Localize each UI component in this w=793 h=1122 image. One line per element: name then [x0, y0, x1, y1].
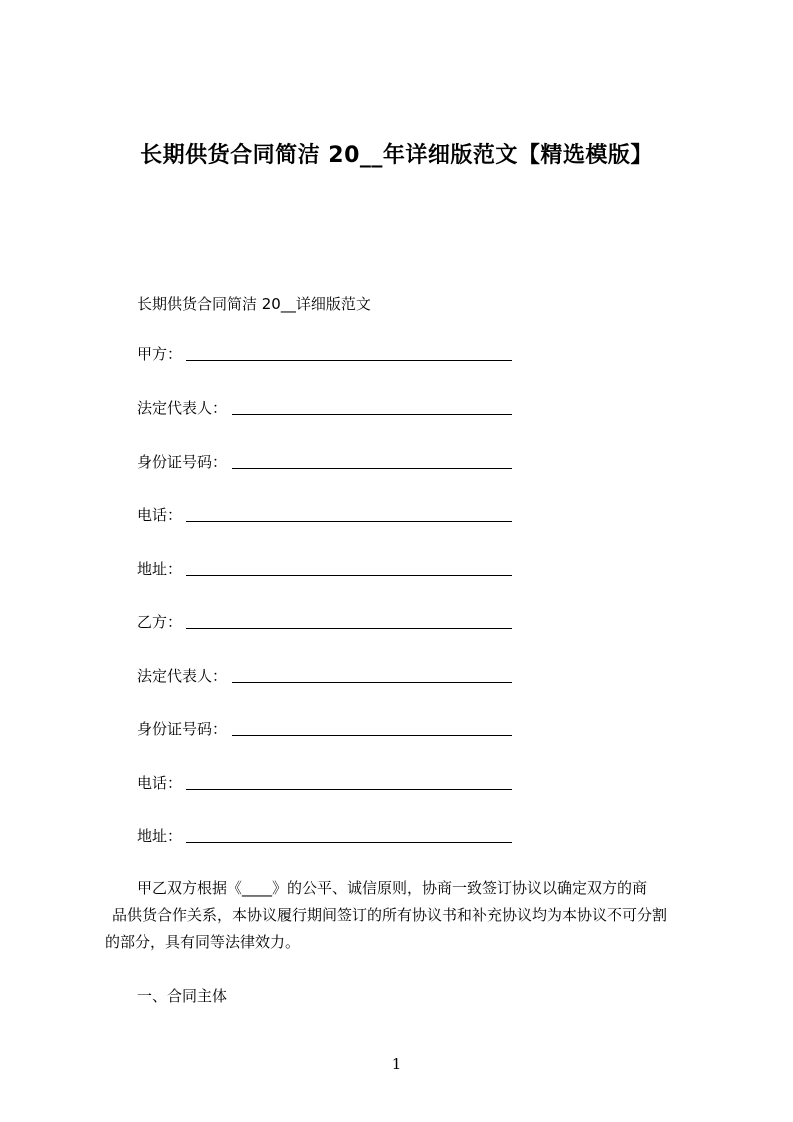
blank-line — [186, 789, 512, 790]
blank-line — [232, 414, 512, 415]
blank-line — [232, 735, 512, 736]
paragraph-line: 品供货合作关系，本协议履行期间签订的所有协议书和补充协议均为本协议不可分割 — [112, 906, 668, 924]
section-heading: 一、合同主体 — [137, 987, 228, 1005]
paragraph-line: 甲乙双方根据《____》的公平、诚信原则，协商一致签订协议以确定双方的商 — [137, 879, 648, 897]
party-a-field — [137, 342, 182, 364]
party-b-phone-field — [137, 771, 182, 793]
blank-line — [186, 842, 512, 843]
party-b-representative-field — [137, 664, 227, 686]
field-label: 地址： — [137, 827, 183, 845]
blank-line — [232, 682, 512, 683]
party-a-phone-field — [137, 503, 182, 525]
field-label: 法定代表人： — [137, 667, 228, 685]
document-title: 长期供货合同简洁 20__年详细版范文【精选模版】 — [140, 143, 653, 168]
page-number: 1 — [391, 1055, 402, 1073]
party-a-address-field — [137, 557, 182, 579]
party-a-representative-field — [137, 396, 227, 418]
party-b-id-field — [137, 717, 227, 739]
blank-line — [186, 628, 512, 629]
field-label: 地址： — [137, 560, 183, 578]
field-label: 身份证号码： — [137, 453, 228, 471]
document-subtitle: 长期供货合同简洁 20__详细版范文 — [137, 295, 371, 313]
paragraph-line: 的部分，具有同等法律效力。 — [105, 933, 301, 951]
field-label: 电话： — [137, 774, 183, 792]
blank-line — [186, 575, 512, 576]
party-b-address-field — [137, 824, 182, 846]
field-label: 法定代表人： — [137, 399, 228, 417]
field-label: 甲方： — [137, 345, 183, 363]
blank-line — [232, 468, 512, 469]
blank-line — [186, 360, 512, 361]
party-a-id-field — [137, 450, 227, 472]
field-label: 乙方： — [137, 613, 183, 631]
field-label: 身份证号码： — [137, 720, 228, 738]
party-b-field — [137, 610, 182, 632]
field-label: 电话： — [137, 506, 183, 524]
blank-line — [186, 521, 512, 522]
